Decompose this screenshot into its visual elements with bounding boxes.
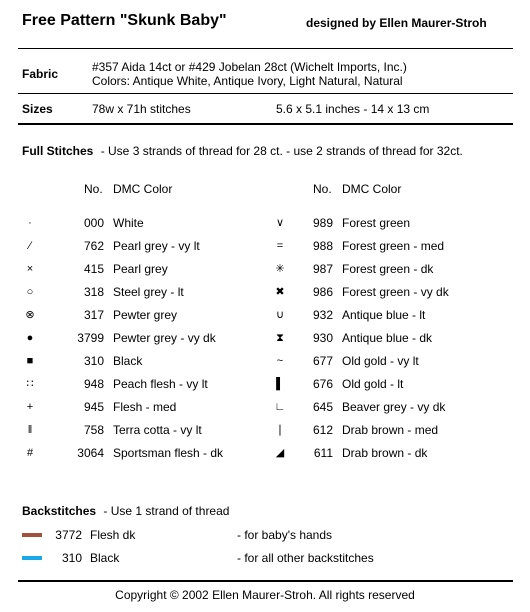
dmc-number: 987 <box>312 262 333 276</box>
dmc-number: 945 <box>83 400 104 414</box>
stitch-symbol-icon: ∨ <box>275 217 285 229</box>
dmc-color-name: Pearl grey - vy lt <box>113 239 200 253</box>
dmc-number: 317 <box>83 308 104 322</box>
thread-row <box>0 305 530 325</box>
stitch-symbol-icon: ⧗ <box>276 332 284 344</box>
dmc-number: 677 <box>312 354 333 368</box>
divider-thick <box>18 580 513 582</box>
backstitch-row <box>0 525 530 545</box>
dmc-number: 645 <box>312 400 333 414</box>
stitch-symbol-icon: ● <box>26 332 34 344</box>
stitch-symbol-icon: ◢ <box>275 447 285 459</box>
copyright: Copyright © 2002 Ellen Maurer-Stroh. All rights reserved <box>115 588 415 602</box>
designer-credit: designed by Ellen Maurer-Stroh <box>306 16 487 30</box>
dmc-number: 3064 <box>77 446 104 460</box>
dmc-color-name: Old gold - lt <box>342 377 404 391</box>
dmc-number: 986 <box>312 285 333 299</box>
stitch-symbol-icon: # <box>26 447 34 459</box>
stitch-symbol-icon: ○ <box>26 286 34 298</box>
dmc-number: 612 <box>312 423 333 437</box>
thread-row <box>0 374 530 394</box>
thread-row <box>0 443 530 463</box>
size-stitches: 78w x 71h stitches <box>92 102 191 116</box>
dmc-color-name: Forest green - dk <box>342 262 434 276</box>
dmc-color-name: Drab brown - med <box>342 423 439 437</box>
dmc-color-name: Peach flesh - vy lt <box>113 377 208 391</box>
dmc-color-name: Old gold - vy lt <box>342 354 419 368</box>
dmc-number: 3772 <box>55 528 82 542</box>
stitch-symbol-icon: ✖ <box>275 286 285 298</box>
col-header-color: DMC Color <box>342 182 402 196</box>
dmc-number: 676 <box>312 377 333 391</box>
stitch-symbol-icon: · <box>28 217 32 229</box>
thread-row <box>0 236 530 256</box>
divider <box>18 93 513 94</box>
dmc-number: 948 <box>83 377 104 391</box>
dmc-number: 988 <box>312 239 333 253</box>
dmc-number: 989 <box>312 216 333 230</box>
dmc-number: 310 <box>61 551 82 565</box>
dmc-color-name: Forest green - vy dk <box>342 285 449 299</box>
dmc-number: 000 <box>83 216 104 230</box>
stitch-symbol-icon: ∟ <box>274 401 286 413</box>
thread-row <box>0 282 530 302</box>
dmc-number: 611 <box>313 446 333 460</box>
backstitches-heading <box>22 504 229 518</box>
fabric-line-2: Colors: Antique White, Antique Ivory, Light Natural, Natural <box>92 74 403 88</box>
full-stitches-label: Full Stitches <box>22 144 94 158</box>
dmc-number: 3799 <box>77 331 104 345</box>
backstitches-note: - Use 1 strand of thread <box>103 504 230 518</box>
stitch-symbol-icon: ‖ <box>27 424 33 436</box>
size-dimensions: 5.6 x 5.1 inches - 14 x 13 cm <box>276 102 430 116</box>
stitch-symbol-icon: ✳ <box>275 263 285 275</box>
dmc-color-name: Forest green - med <box>342 239 445 253</box>
dmc-color-name: Pewter grey - vy dk <box>113 331 216 345</box>
thread-row <box>0 397 530 417</box>
thread-row <box>0 259 530 279</box>
col-header-no: No. <box>84 182 103 196</box>
dmc-color-name: Antique blue - lt <box>342 308 426 322</box>
thread-row <box>0 213 530 233</box>
thread-row <box>0 420 530 440</box>
dmc-color-name: Terra cotta - vy lt <box>113 423 202 437</box>
dmc-color-name: Pearl grey <box>113 262 168 276</box>
page-title: Free Pattern "Skunk Baby" <box>22 12 227 29</box>
dmc-color-name: Black <box>90 551 120 565</box>
stitch-symbol-icon: ❘ <box>275 424 285 436</box>
dmc-color-name: Steel grey - lt <box>113 285 184 299</box>
fabric-label: Fabric <box>22 67 59 81</box>
dmc-number: 310 <box>83 354 104 368</box>
divider <box>18 48 513 49</box>
stitch-symbol-icon: = <box>276 240 284 252</box>
dmc-number: 758 <box>83 423 104 437</box>
dmc-color-name: Flesh - med <box>113 400 177 414</box>
fabric-line-1: #357 Aida 14ct or #429 Jobelan 28ct (Wichelt Imports, Inc.) <box>92 60 407 74</box>
dmc-color-name: Flesh dk <box>90 528 136 542</box>
dmc-number: 318 <box>83 285 104 299</box>
col-header-no: No. <box>313 182 332 196</box>
divider-thick <box>18 123 513 125</box>
sizes-label: Sizes <box>22 102 53 116</box>
stitch-symbol-icon: + <box>26 401 34 413</box>
stitch-symbol-icon: ▌ <box>276 378 284 390</box>
backstitch-use: - for all other backstitches <box>237 551 374 565</box>
dmc-number: 415 <box>83 262 104 276</box>
dmc-color-name: Antique blue - dk <box>342 331 433 345</box>
dmc-number: 932 <box>312 308 333 322</box>
stitch-symbol-icon: × <box>26 263 34 275</box>
full-stitches-note: - Use 3 strands of thread for 28 ct. - use 2 strands of thread for 32ct. <box>100 144 463 158</box>
dmc-color-name: Drab brown - dk <box>342 446 428 460</box>
dmc-color-name: Pewter grey <box>113 308 178 322</box>
thread-row <box>0 328 530 348</box>
backstitch-use: - for baby's hands <box>237 528 333 542</box>
col-header-color: DMC Color <box>113 182 173 196</box>
dmc-color-name: Beaver grey - vy dk <box>342 400 446 414</box>
backstitches-label: Backstitches <box>22 504 97 518</box>
dmc-color-name: Black <box>113 354 143 368</box>
dmc-color-name: Sportsman flesh - dk <box>113 446 224 460</box>
dmc-number: 762 <box>83 239 104 253</box>
backstitch-row <box>0 548 530 568</box>
thread-row <box>0 351 530 371</box>
stitch-symbol-icon: ~ <box>276 355 284 367</box>
dmc-color-name: Forest green <box>342 216 411 230</box>
full-stitches-heading <box>22 144 463 158</box>
dmc-color-name: White <box>113 216 144 230</box>
stitch-symbol-icon: ■ <box>26 355 34 367</box>
stitch-symbol-icon: ⊗ <box>25 309 35 321</box>
dmc-number: 930 <box>312 331 333 345</box>
stitch-symbol-icon: ∷ <box>26 378 34 390</box>
stitch-symbol-icon: ∪ <box>275 309 285 321</box>
stitch-symbol-icon: ∕ <box>29 240 31 252</box>
